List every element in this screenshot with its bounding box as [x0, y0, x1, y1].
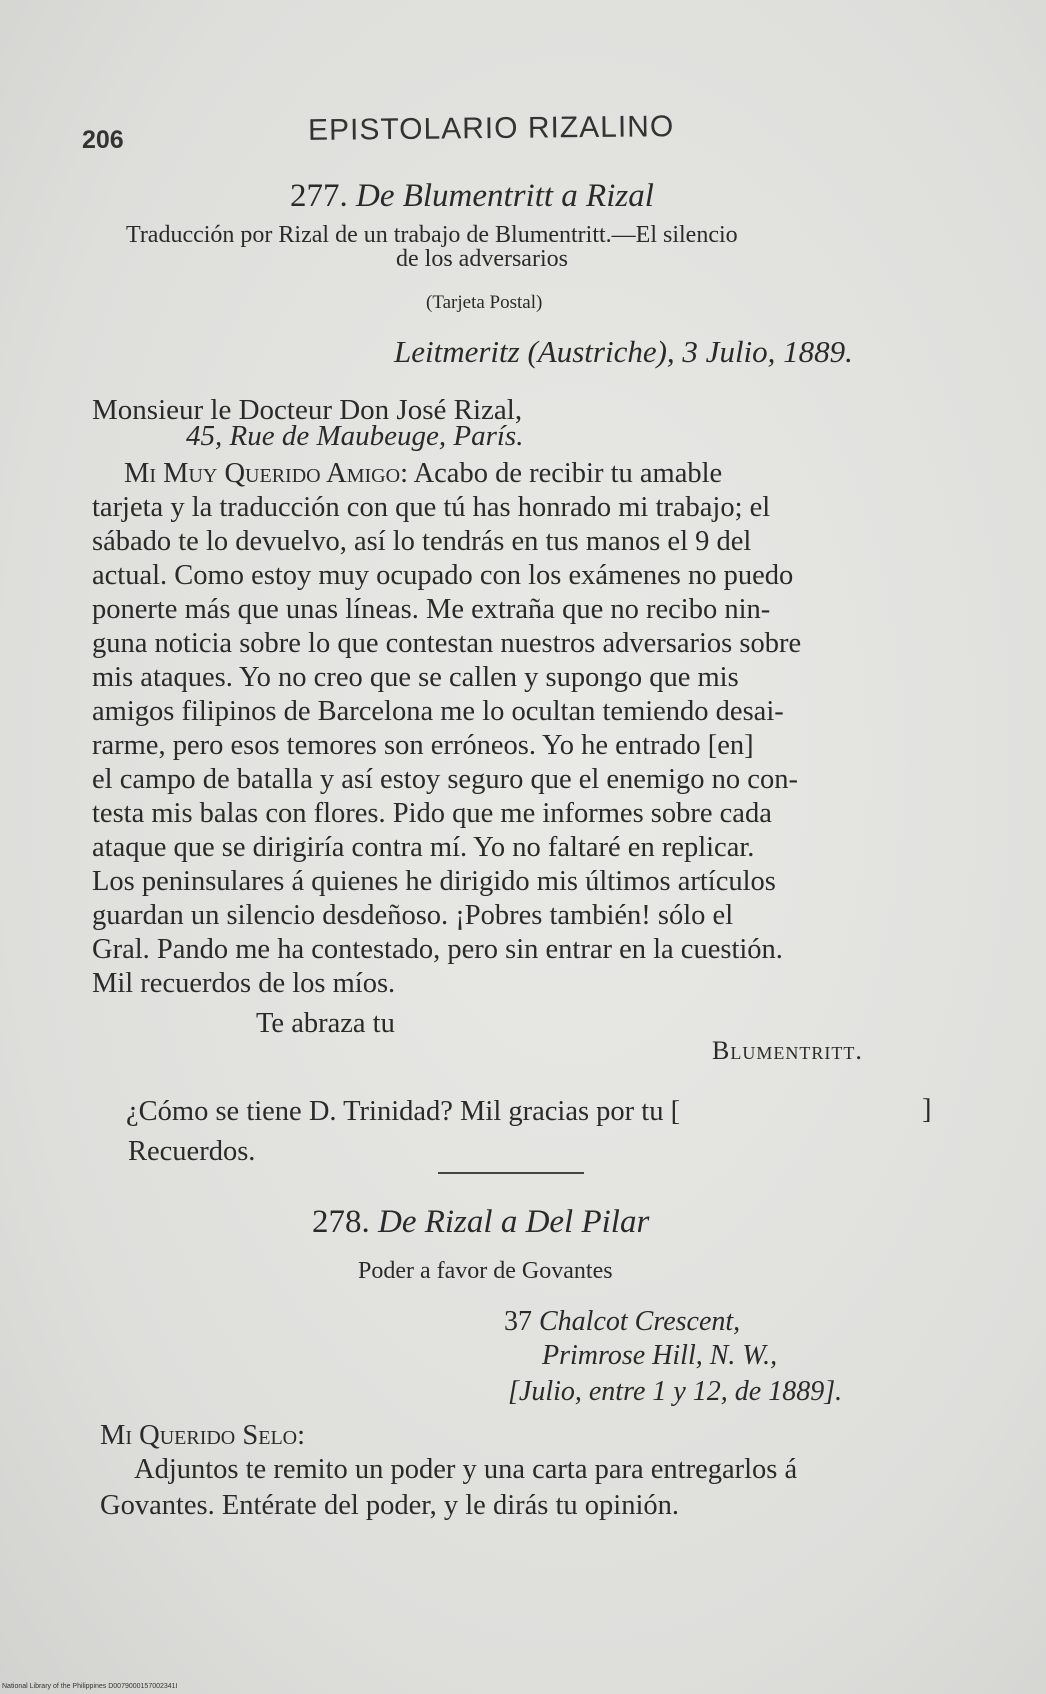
letter-277-body-line: Acabo de recibir tu amable — [413, 458, 723, 489]
letter-277-postscript-2: Recuerdos. — [128, 1136, 256, 1167]
letter-277-number: 277. — [290, 178, 348, 214]
letter-277-address-2: 45, Rue de Maubeuge, París. — [186, 420, 524, 452]
letter-277-signature: Blumentritt. — [712, 1036, 863, 1065]
letter-278-body-line: Govantes. Entérate del poder, y le dirás tu opinión. — [100, 1490, 679, 1521]
letter-277-body-line: Los peninsulares á quienes he dirigido mis últimos artículos — [92, 866, 776, 897]
section-divider — [438, 1172, 584, 1174]
letter-278-number: 278. — [312, 1204, 370, 1240]
letter-278-address-number: 37 — [504, 1306, 532, 1337]
letter-277-body-line: el campo de batalla y así estoy seguro que el enemigo no con- — [92, 764, 798, 795]
letter-277-body-line: rarme, pero esos temores son erróneos. Yo he entrado [en] — [92, 730, 754, 761]
letter-278-body-line: Adjuntos te remito un poder y una carta para entregarlos á — [134, 1454, 798, 1485]
letter-278-address-1 — [504, 1306, 740, 1338]
letter-277-postscript-1: ¿Cómo se tiene D. Trinidad? Mil gracias por tu [ — [126, 1096, 681, 1127]
letter-277-closing: Te abraza tu — [256, 1008, 395, 1039]
letter-277-body-line: sábado te lo devuelvo, así lo tendrás en tus manos el 9 del — [92, 526, 752, 557]
letter-277-subtitle-2: de los adversarios — [396, 246, 568, 272]
letter-277-first-line — [124, 458, 722, 490]
letter-277-postscript-bracket: ] — [922, 1094, 932, 1125]
letter-277-note: (Tarjeta Postal) — [426, 292, 543, 313]
letter-278-heading — [312, 1204, 649, 1241]
letter-277-heading — [290, 178, 654, 215]
letter-278-subtitle: Poder a favor de Govantes — [358, 1258, 613, 1284]
letter-277-body-line: guardan un silencio desdeñoso. ¡Pobres también! sólo el — [92, 900, 734, 931]
letter-277-dateline: Leitmeritz (Austriche), 3 Julio, 1889. — [394, 334, 853, 369]
running-title: EPISTOLARIO RIZALINO — [307, 110, 675, 147]
letter-277-body-line: ponerte más que unas líneas. Me extraña que no recibo nin- — [92, 594, 771, 625]
letter-277-body-line: amigos filipinos de Barcelona me lo ocultan temiendo desai- — [92, 696, 784, 727]
letter-277-body-line: guna noticia sobre lo que contestan nuestros adversarios sobre — [92, 628, 802, 659]
letter-277-body-line: ataque que se dirigiría contra mí. Yo no faltaré en replicar. — [92, 832, 755, 863]
letter-277-salutation: Mi Muy Querido Amigo: — [124, 458, 408, 489]
letter-277-body-line: testa mis balas con flores. Pido que me informes sobre cada — [92, 798, 772, 829]
letter-278-title: De Rizal a Del Pilar — [378, 1204, 650, 1240]
letter-277-address-1: Monsieur le Docteur Don José Rizal, — [92, 394, 523, 426]
letter-277-title: De Blumentritt a Rizal — [356, 178, 654, 214]
letter-277-body-line: tarjeta y la traducción con que tú has honrado mi trabajo; el — [92, 492, 771, 523]
letter-277-body-line: Gral. Pando me ha contestado, pero sin entrar en la cuestión. — [92, 934, 783, 965]
letter-278-address-3: [Julio, entre 1 y 12, de 1889]. — [508, 1376, 843, 1407]
scan-credit: National Library of the Philippines D0079000157002341I — [2, 1683, 178, 1690]
letter-278-salutation: Mi Querido Selo: — [100, 1420, 306, 1451]
letter-278-address-2: Primrose Hill, N. W., — [542, 1340, 778, 1371]
letter-277-body-line: mis ataques. Yo no creo que se callen y supongo que mis — [92, 662, 739, 693]
letter-278-address-street: Chalcot Crescent, — [539, 1306, 741, 1337]
letter-277-subtitle-1: Traducción por Rizal de un trabajo de Blumentritt.—El silencio — [126, 222, 738, 248]
letter-277-body-line: Mil recuerdos de los míos. — [92, 968, 396, 999]
page-number: 206 — [82, 126, 124, 154]
letter-277-body-line: actual. Como estoy muy ocupado con los exámenes no puedo — [92, 560, 794, 591]
